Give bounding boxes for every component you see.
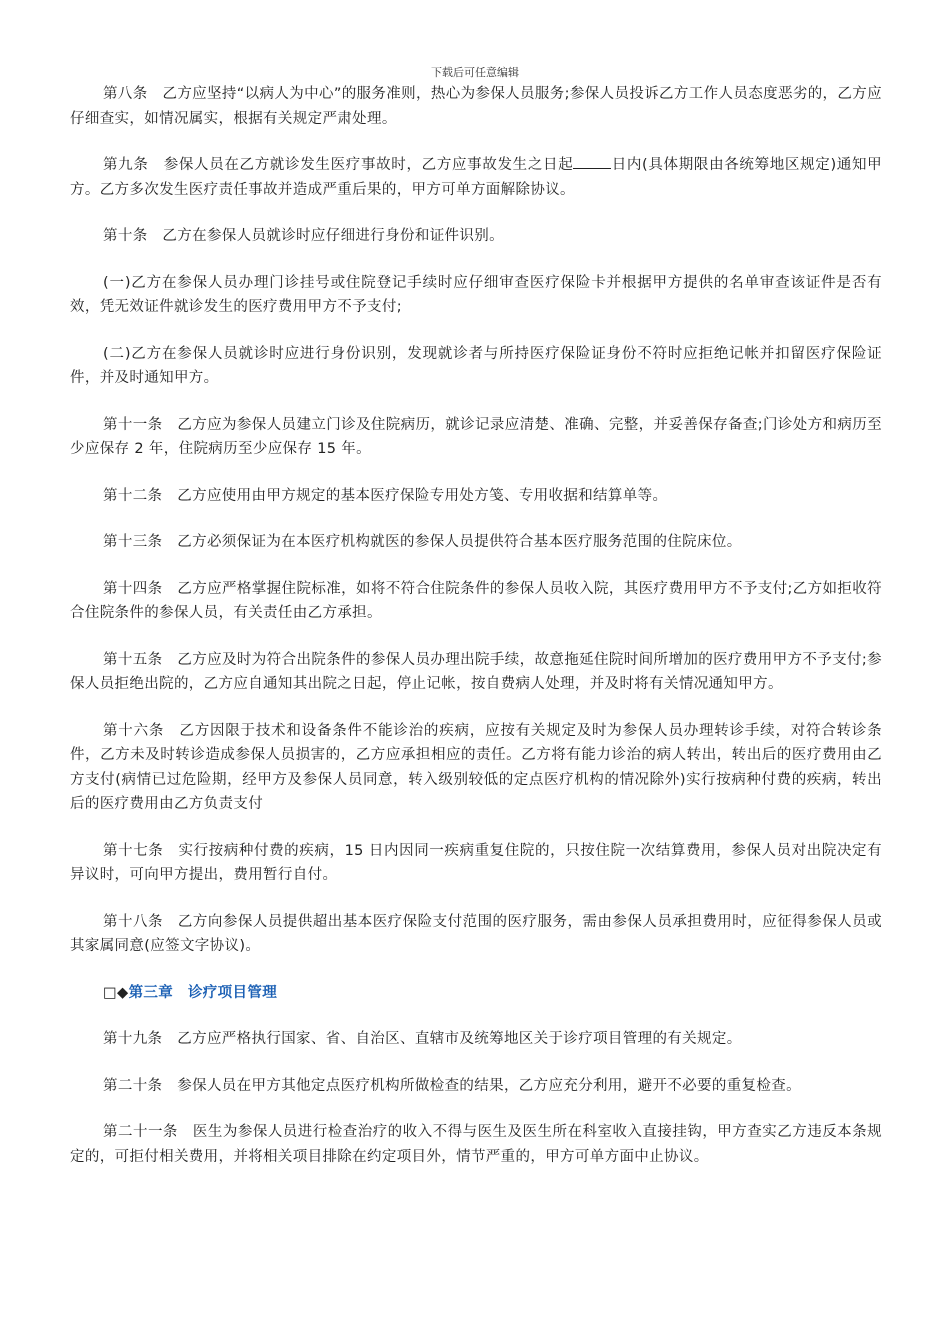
article-17: 第十七条 实行按病种付费的疾病，15 日内因同一疾病重复住院的，只按住院一次结算费用，参保人员对出院决定有异议时，可向甲方提出，费用暂行自付。 [70, 842, 882, 883]
article-9 [70, 153, 882, 202]
fill-in-blank [573, 154, 611, 169]
header-note: 下载后可任意编辑 [431, 66, 519, 79]
article-14: 第十四条 乙方应严格掌握住院标准，如将不符合住院条件的参保人员收入院，其医疗费用甲方不予支付;乙方如拒收符合住院条件的参保人员，有关责任由乙方承担。 [70, 580, 882, 621]
article-13: 第十三条 乙方必须保证为在本医疗机构就医的参保人员提供符合基本医疗服务范围的住院床位。 [103, 534, 742, 550]
article-21: 第二十一条 医生为参保人员进行检查治疗的收入不得与医生及医生所在科室收入直接挂钩，甲方查实乙方违反本条规定的，可拒付相关费用，并将相关项目排除在约定项目外，情节严重的，甲方可单方面中止协议。 [70, 1124, 882, 1165]
article-9-part-1: 第九条 参保人员在乙方就诊发生医疗事故时，乙方应事故发生之日起 [103, 157, 574, 173]
article-11: 第十一条 乙方应为参保人员建立门诊及住院病历，就诊记录应清楚、准确、完整，并妥善保存备查;门诊处方和病历至少应保存 2 年，住院病历至少应保存 15 年。 [70, 416, 882, 457]
article-10: 第十条 乙方在参保人员就诊时应仔细进行身份和证件识别。 [103, 228, 504, 244]
article-12: 第十二条 乙方应使用由甲方规定的基本医疗保险专用处方笺、专用收据和结算单等。 [103, 487, 668, 504]
article-10-item-1: (一)乙方在参保人员办理门诊挂号或住院登记手续时应仔细审查医疗保险卡并根据甲方提供的名单审查该证件是否有效，凭无效证件就诊发生的医疗费用甲方不予支付; [70, 274, 882, 315]
article-9-part-2: 日内(具体期限由各统筹地区规定)通知甲方。乙方多次发生医疗责任事故并造成严重后果的，甲方可单方面解除协议。 [70, 157, 882, 198]
article-20: 第二十条 参保人员在甲方其他定点医疗机构所做检查的结果，乙方应充分利用，避开不必要的重复检查。 [103, 1077, 801, 1094]
document-body [70, 82, 882, 1191]
chapter-heading [70, 981, 882, 1006]
article-15: 第十五条 乙方应及时为符合出院条件的参保人员办理出院手续，故意拖延住院时间所增加的医疗费用甲方不予支付;参保人员拒绝出院的，乙方应自通知其出院之日起，停止记帐，按自费病人处理，并及时将有关情况通知甲方。 [70, 651, 882, 692]
article-19: 第十九条 乙方应严格执行国家、省、自治区、直辖市及统筹地区关于诊疗项目管理的有关规定。 [103, 1031, 742, 1047]
article-16: 第十六条 乙方因限于技术和设备条件不能诊治的疾病，应按有关规定及时为参保人员办理转诊手续，对符合转诊条件，乙方未及时转诊造成参保人员损害的，乙方应承担相应的责任。乙方将有能力诊治的病人转出，转出后的医疗费用由乙方支付(病情已过危险期，经甲方及参保人员同意，转入级别较低的定点医疗机构的情况除外)实行按病种付费的疾病，转出后的医疗费用由乙方负责支付 [70, 722, 882, 812]
article-10-item-2: (二)乙方在参保人员就诊时应进行身份识别，发现就诊者与所持医疗保险证身份不符时应拒绝记帐并扣留医疗保险证件，并及时通知甲方。 [70, 345, 882, 386]
article-18: 第十八条 乙方向参保人员提供超出基本医疗保险支付范围的医疗服务，需由参保人员承担费用时，应征得参保人员或其家属同意(应签文字协议)。 [70, 913, 882, 954]
chapter-bullet-icon: □◆ [103, 984, 129, 1001]
chapter-title: 第三章 诊疗项目管理 [128, 984, 278, 1001]
article-8: 第八条 乙方应坚持“以病人为中心”的服务准则，热心为参保人员服务;参保人员投诉乙方工作人员态度恶劣的，乙方应仔细查实，如情况属实，根据有关规定严肃处理。 [70, 86, 882, 127]
